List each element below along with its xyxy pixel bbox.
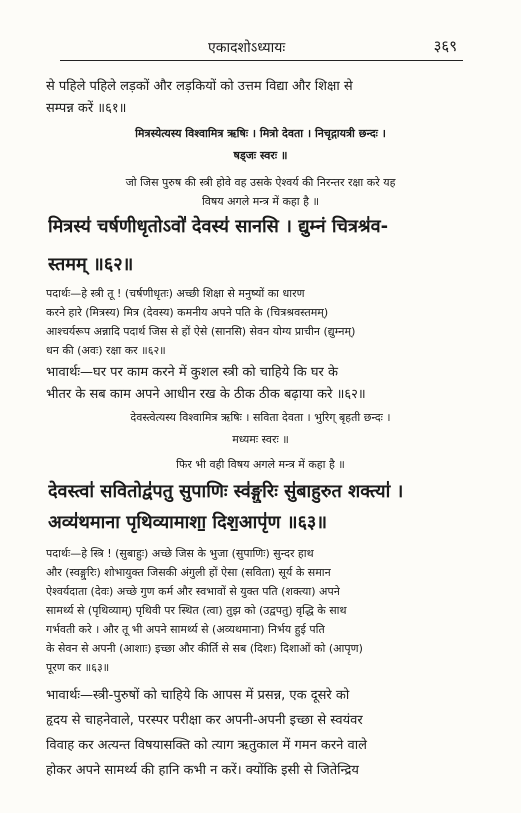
bhavartha-line: भीतर के सब काम अपने आधीन रख के ठीक ठीक बढ़ाया करे ॥६२॥: [46, 387, 366, 402]
intro-line: जो जिस पुरुष की स्त्री होवे वह उसके ऐश्वर्य की निरन्तर रक्षा करे यह: [125, 176, 396, 189]
page-number: ३६९: [433, 37, 457, 55]
mantra-line: मित्रस्य॑ चर्षणीधृतोऽवो॑ देवस्य॑ सानसि । द्युम्नं चित्रश्र॑व-: [48, 216, 389, 237]
svara-line: मध्यमः स्वरः ॥: [232, 433, 289, 446]
mantra-line: देवस्त्वा॑ सवितोद्व॑पतु सुपाणिः स्व॑ङ्गुरिः सु॑बाहुरुत शक्त्या॑ ।: [48, 481, 404, 502]
bhavartha-line: विवाह कर अत्यन्त विषयासक्ति को त्याग ऋतुकाल में गमन करने वाले: [46, 738, 367, 753]
bhavartha-line: भावार्थः—स्त्री-पुरुषों को चाहिये कि आपस में प्रसन्न, एक दूसरे को: [46, 688, 350, 703]
padartha-line: करने हारे (मित्रस्य) मित्र (देवस्य) कमनीय अपने पति के (चित्रश्रवस्तमम्): [46, 306, 329, 319]
text-line: सम्पन्न करें ॥६१॥: [46, 101, 127, 116]
padartha-line: पूरण कर ॥६३॥: [46, 661, 110, 674]
chapter-title: एकादशोऽध्यायः: [208, 40, 286, 56]
mantra-line: अव्य॑थमाना पृथिव्यामाशा॒ दिश॒आपृ॑ण ॥६३॥: [48, 512, 328, 533]
bhavartha-line: भावार्थः—घर पर काम करने में कुशल स्त्री को चाहिये कि घर के: [46, 365, 338, 380]
rishi-line: देवस्त्वेत्यस्य विश्वामित्र ऋषिः । सविता देवता । भुरिग् बृहती छन्दः ।: [130, 411, 391, 424]
bhavartha-line: होकर अपने सामर्थ्य की हानि कभी न करें। क्योंकि इसी से जितेन्द्रिय: [46, 763, 359, 778]
svara-line: षड्जः स्वरः ॥: [233, 149, 288, 162]
padartha-line: गर्भवती करे । और तू भी अपने सामर्थ्य से (अव्यथमाना) निर्भय हुई पति: [46, 623, 325, 636]
padartha-line: धन की (अवः) रक्षा कर ॥६२॥: [46, 344, 166, 357]
page-header: [60, 34, 463, 61]
mantra-line: स्तमम् ॥६२॥: [48, 254, 134, 275]
padartha-line: के सेवन से अपनी (आशाः) इच्छा और कीर्ति से सब (दिशः) दिशाओं को (आपृण): [46, 642, 363, 655]
padartha-line: आश्चर्यरूप अन्नादि पदार्थ जिस से हों ऐसे (सानसि) सेवन योग्य प्राचीन (द्युम्नम्): [46, 325, 356, 338]
text-line: से पहिले पहिले लड़कों और लड़कियों को उत्तम विद्या और शिक्षा से: [46, 79, 353, 94]
padartha-line: पदार्थः—हे स्त्री तू ! (चर्षणीधृतः) अच्छी शिक्षा से मनुष्यों का धारण: [46, 287, 305, 300]
padartha-line: सामर्थ्य से (पृथिव्याम्) पृथिवी पर स्थित (त्वा) तुझ को (उद्वपतु) वृद्धि के साथ: [46, 604, 347, 617]
intro-line: विषय अगले मन्त्र में कहा है ॥: [201, 195, 320, 208]
bhavartha-line: हृदय से चाहनेवाले, परस्पर परीक्षा कर अपनी-अपनी इच्छा से स्वयंवर: [46, 713, 363, 728]
rishi-line: मित्रस्येत्यस्य विश्वामित्र ऋषिः । मित्रो देवता । निचृद्गायत्री छन्दः ।: [135, 127, 386, 140]
padartha-line: पदार्थः—हे स्त्रि ! (सुबाहुः) अच्छे जिस के भुजा (सुपाणिः) सुन्दर हाथ: [46, 547, 314, 560]
padartha-line: ऐश्वर्यदाता (देवः) अच्छे गुण कर्म और स्वभावों से युक्त पति (शक्त्या) अपने: [46, 585, 340, 598]
intro-line: फिर भी वही विषय अगले मन्त्र में कहा है ॥: [176, 458, 345, 471]
padartha-line: और (स्वङ्गुरिः) शोभायुक्त जिसकी अंगुली हों ऐसा (सविता) सूर्य के समान: [46, 566, 331, 579]
